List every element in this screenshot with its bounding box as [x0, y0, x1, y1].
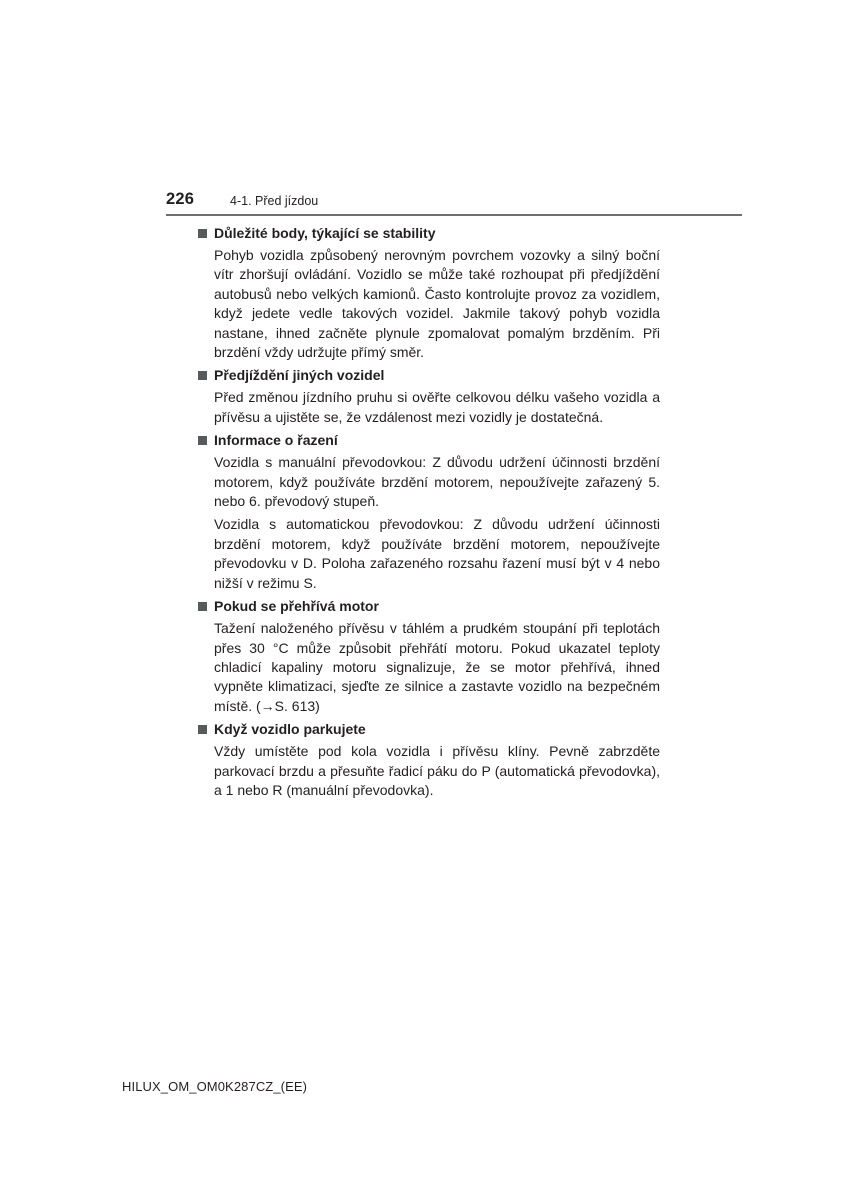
- section-body: [214, 246, 660, 362]
- section-stability: [196, 224, 660, 362]
- paragraph: Před změnou jízdního pruhu si ověřte celkovou délku vašeho vozidla a přívěsu a ujistěte se, že vzdálenost mezi vozidly je dostatečná.: [214, 389, 660, 425]
- section-heading: [196, 431, 660, 450]
- section-parking: [196, 720, 660, 800]
- chapter-label: 4-1. Před jízdou: [230, 194, 319, 208]
- paragraph: Tažení naloženého přívěsu v táhlém a prudkém stoupání při teplotách přes 30 °C může způsobit přehřátí motoru. Pokud ukazatel teploty chladicí kapaliny motoru signalizuje, že se motor přehřívá, ihned vypněte klimatizaci, sjeďte ze silnice a zastavte vozidlo na bezpečném místě. (→S. 613): [214, 620, 660, 714]
- square-bullet-icon: [198, 229, 207, 238]
- section-shifting: [196, 431, 660, 593]
- section-heading: [196, 224, 660, 243]
- square-bullet-icon: [198, 602, 207, 611]
- section-heading-text: Předjíždění jiných vozidel: [214, 367, 385, 384]
- section-heading-text: Pokud se přehřívá motor: [214, 598, 379, 615]
- paragraph: Vždy umístěte pod kola vozidla i přívěsu klíny. Pevně zabrzděte parkovací brzdu a přesuňte řadicí páku do P (automatická převodovka), a 1 nebo R (manuální převodovka).: [214, 743, 660, 798]
- section-heading-text: Informace o řazení: [214, 432, 338, 449]
- section-body: [214, 453, 660, 593]
- section-overtaking: [196, 366, 660, 427]
- section-overheating: [196, 597, 660, 716]
- square-bullet-icon: [198, 436, 207, 445]
- section-heading: [196, 720, 660, 739]
- section-heading-text: Když vozidlo parkujete: [214, 721, 366, 738]
- page-content: [196, 224, 660, 804]
- paragraph: Vozidla s automatickou převodovkou: Z důvodu udržení účinnosti brzdění motorem, když používáte brzdění motorem, nepoužívejte převodovku v D. Poloha zařazeného rozsahu řazení musí být v 4 nebo nižší v režimu S.: [214, 516, 660, 591]
- document-code: HILUX_OM_OM0K287CZ_(EE): [122, 1079, 308, 1094]
- square-bullet-icon: [198, 725, 207, 734]
- section-body: [214, 388, 660, 427]
- header-divider: [166, 214, 742, 216]
- section-heading: [196, 366, 660, 385]
- section-heading-text: Důležité body, týkající se stability: [214, 225, 436, 241]
- section-body: [214, 619, 660, 716]
- section-heading: [196, 597, 660, 616]
- paragraph: Pohyb vozidla způsobený nerovným povrchem vozovky a silný boční vítr zhoršují ovládání. Vozidlo se může také rozhoupat při předjíždění autobusů nebo velkých kamionů. Často kontrolujte provoz za vozidlem, když jedete vedle takových vozidel. Jakmile takový pohyb vozidla nastane, ihned začněte plynule zpomalovat pomalým brzděním. Při brzdění vždy udržujte přímý směr.: [214, 247, 660, 361]
- section-body: [214, 742, 660, 800]
- page-number: 226: [166, 190, 195, 208]
- square-bullet-icon: [198, 371, 207, 380]
- paragraph: Vozidla s manuální převodovkou: Z důvodu udržení účinnosti brzdění motorem, když používáte brzdění motorem, nepoužívejte zařazený 5. nebo 6. převodový stupeň.: [214, 454, 660, 510]
